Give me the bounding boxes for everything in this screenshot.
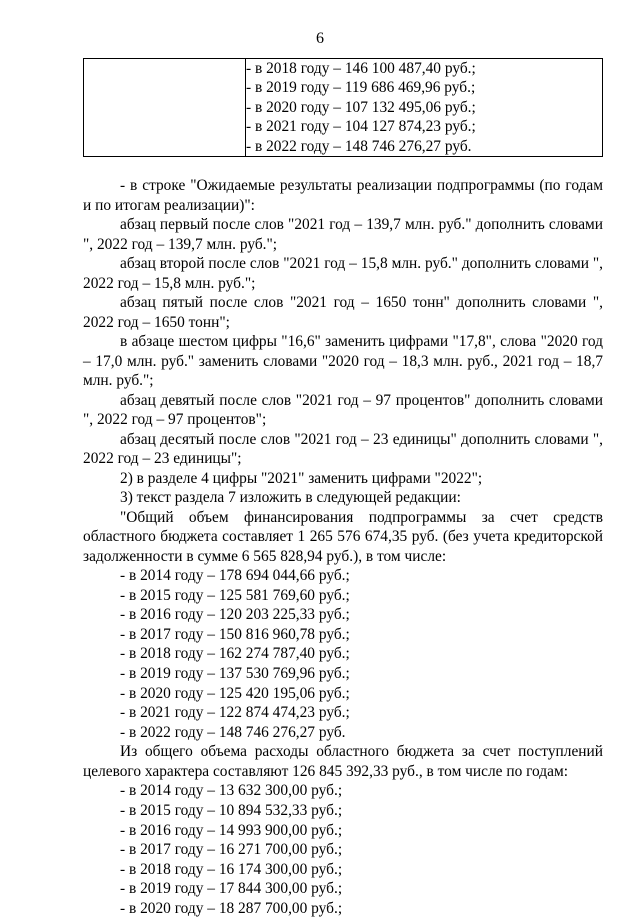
list-item: - в 2017 году – 16 271 700,00 руб.; xyxy=(120,841,343,859)
list-item: - в 2016 году – 120 203 225,33 руб.; xyxy=(120,606,350,624)
list-item: - в 2018 году – 162 274 787,40 руб.; xyxy=(120,645,350,663)
funding-table xyxy=(83,58,603,157)
table-line: - в 2022 году – 148 746 276,27 руб. xyxy=(246,137,472,155)
paragraph: абзац пятый после слов "2021 год – 1650 тонн" дополнить словами ", 2022 год – 1650 тонн"; xyxy=(83,294,603,331)
paragraph: в абзаце шестом цифры "16,6" заменить цифрами "17,8", слова "2020 год – 17,0 млн. руб." заменить словами "2020 год – 18,3 млн. руб., 2021 год – 18,7 млн. руб."; xyxy=(83,333,603,389)
list-item: - в 2021 году – 122 874 474,23 руб.; xyxy=(120,704,350,722)
paragraph: абзац второй после слов "2021 год – 15,8 млн. руб." дополнить словами ", 2022 год – 15,8 млн. руб."; xyxy=(83,255,603,292)
list-item: - в 2019 году – 137 530 769,96 руб.; xyxy=(120,664,350,682)
list-item: - в 2017 году – 150 816 960,78 руб.; xyxy=(120,625,350,643)
paragraph: 3) текст раздела 7 изложить в следующей редакции: xyxy=(120,489,461,506)
paragraph: 2) в разделе 4 цифры "2021" заменить цифрами "2022"; xyxy=(120,469,483,487)
page-number: 6 xyxy=(316,30,324,47)
paragraph: Из общего объема расходы областного бюджета за счет поступлений целевого характера составляют 126 845 392,33 руб., в том числе по годам: xyxy=(83,743,603,780)
table-cell-funding xyxy=(246,59,603,157)
list-item: - в 2014 году – 178 694 044,66 руб.; xyxy=(120,567,350,584)
paragraph: абзац первый после слов "2021 год – 139,7 млн. руб." дополнить словами ", 2022 год – 139,7 млн. руб."; xyxy=(83,216,603,253)
list-item: - в 2015 году – 10 894 532,33 руб.; xyxy=(120,801,343,819)
table-line: - в 2021 году – 104 127 874,23 руб.; xyxy=(246,118,476,136)
table-cell-empty xyxy=(84,59,246,157)
list-item: - в 2019 году – 17 844 300,00 руб.; xyxy=(120,880,343,898)
list-item: - в 2018 году – 16 174 300,00 руб.; xyxy=(120,860,343,878)
paragraph: абзац девятый после слов "2021 год – 97 процентов" дополнить словами ", 2022 год – 97 процентов"; xyxy=(83,391,603,428)
list-item: - в 2015 году – 125 581 769,60 руб.; xyxy=(120,586,350,604)
list-item: - в 2020 году – 125 420 195,06 руб.; xyxy=(120,684,350,702)
document-body xyxy=(83,176,603,919)
list-item: - в 2022 году – 148 746 276,27 руб. xyxy=(120,723,346,741)
paragraph: абзац десятый после слов "2021 год – 23 единицы" дополнить словами ", 2022 год – 23 единицы"; xyxy=(83,430,603,467)
list-item: - в 2014 году – 13 632 300,00 руб.; xyxy=(120,782,343,800)
table-line: - в 2018 году – 146 100 487,40 руб.; xyxy=(246,60,476,77)
list-item: - в 2020 году – 18 287 700,00 руб.; xyxy=(120,899,343,917)
table-row xyxy=(84,59,603,157)
paragraph: "Общий объем финансирования подпрограммы за счет средств областного бюджета составляет 1 265 576 674,35 руб. (без учета кредиторской задолженности в сумме 6 565 828,94 руб.), в том числе: xyxy=(83,508,603,565)
table-line: - в 2019 году – 119 686 469,96 руб.; xyxy=(246,79,476,97)
list-item: - в 2016 году – 14 993 900,00 руб.; xyxy=(120,821,343,839)
paragraph: - в строке "Ожидаемые результаты реализации подпрограммы (по годам и по итогам реализации)": xyxy=(83,177,603,214)
table-line: - в 2020 году – 107 132 495,06 руб.; xyxy=(246,98,476,116)
